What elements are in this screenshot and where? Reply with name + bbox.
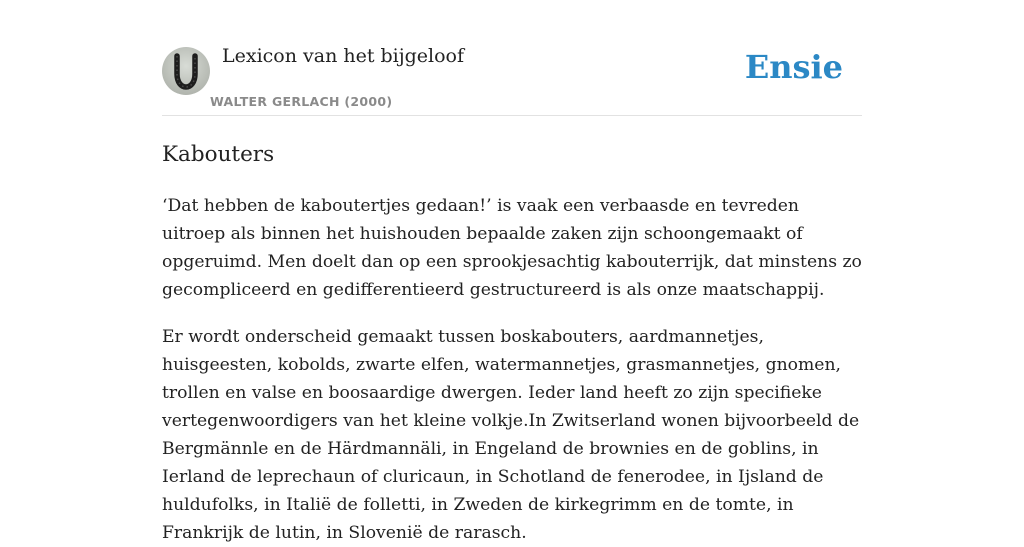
horseshoe-icon	[162, 47, 210, 95]
header	[162, 0, 862, 116]
book-title[interactable]: Lexicon van het bijgeloof	[222, 45, 465, 67]
page	[162, 0, 862, 547]
author-line: WALTER GERLACH (2000)	[210, 94, 393, 109]
brand-logo[interactable]: Ensie	[744, 48, 843, 86]
avatar[interactable]	[162, 47, 210, 95]
entry-paragraph: Er wordt onderscheid gemaakt tussen boskabouters, aardmannetjes, huisgeesten, kobolds, zwarte elfen, watermannetjes, grasmannetjes, gnomen, trollen en valse en boosaardige dwergen. Ieder land heeft zo zijn specifieke vertegenwoordigers van het kleine volkje.In Zwitserland wonen bijvoorbeeld de Bergmännle en de Härdmannäli, in Engeland de brownies en de goblins, in Ierland de leprechaun of cluricaun, in Schotland de fenerodee, in Ijsland de huldufolks, in Italië de folletti, in Zweden de kirkegrimm en de tomte, in Frankrijk de lutin, in Slovenië de rarasch.	[162, 327, 860, 543]
entry-paragraph: ‘Dat hebben de kaboutertjes gedaan!’ is vaak een verbaasde en tevreden uitroep als binnen het huishouden bepaalde zaken zijn schoongemaakt of opgeruimd. Men doelt dan op een sprookjesachtig kabouterrijk, dat minstens zo gecompliceerd en gedifferentieerd gestructureerd is als onze maatschappij.	[162, 196, 862, 300]
entry-title: Kabouters	[162, 142, 275, 167]
entry-body	[162, 192, 862, 547]
